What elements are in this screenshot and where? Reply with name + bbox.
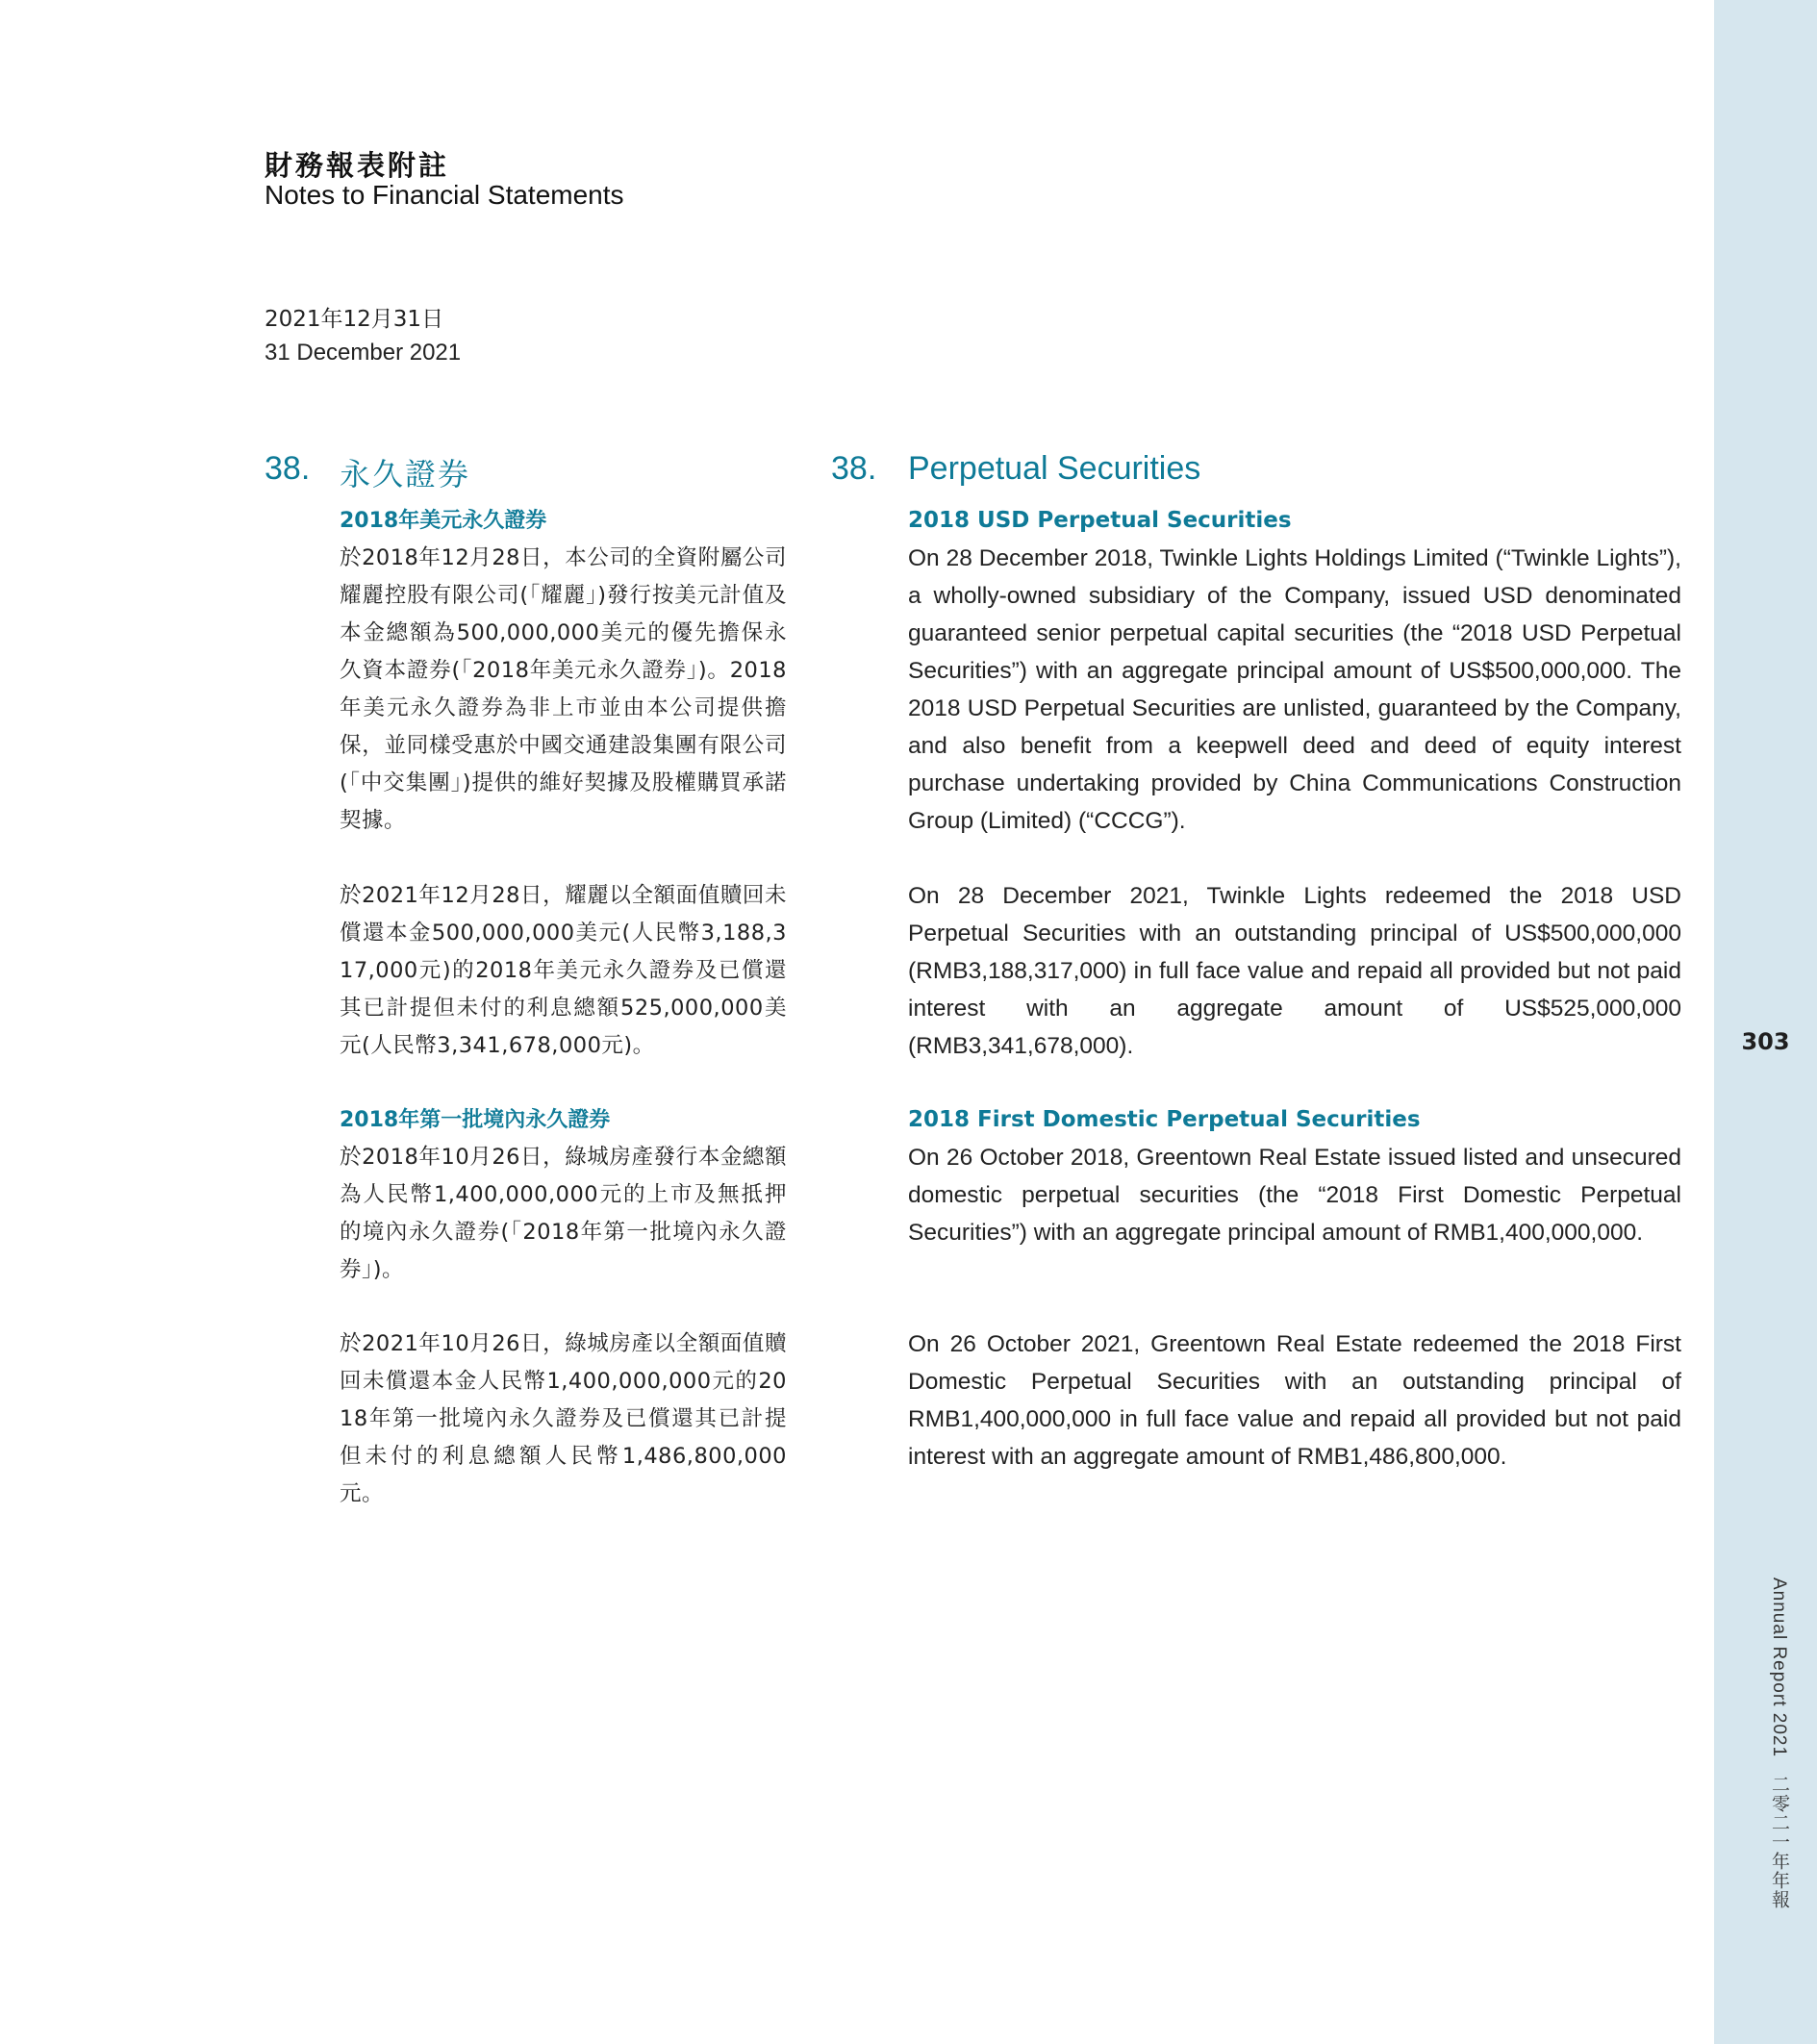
- zh-paragraph-usd-redeem: 於2021年12月28日，耀麗以全額面值贖回未償還本金500,000,000美元(人民幣3,188,317,000元)的2018年美元永久證券及已償還其已計提但未付的利息總額525,000,000美元(人民幣3,341,678,000元)。: [340, 883, 787, 1058]
- date-en: 31 December 2021: [265, 340, 462, 366]
- report-label-zh: 二零二一年年報: [1769, 1775, 1789, 1910]
- en-paragraph-domestic-redeem: On 26 October 2021, Greentown Real Estate redeemed the 2018 First Domestic Perpetual Securities with an outstanding principal of RMB1,400,000,000 in full face value and repaid all provided but not paid interest with an aggregate amount of RMB1,486,800,000.: [908, 1331, 1681, 1470]
- en-subheading-usd: 2018 USD Perpetual Securities: [908, 508, 1292, 533]
- zh-block-1: [340, 502, 787, 840]
- zh-block-2: [340, 877, 787, 1065]
- en-block-3: [908, 1101, 1681, 1251]
- en-block-2: [908, 877, 1681, 1065]
- date-zh: 2021年12月31日: [265, 307, 444, 332]
- section-number-en: 38.: [831, 450, 877, 487]
- section-title-zh: 永久證券: [340, 456, 471, 492]
- zh-subheading-usd: 2018年美元永久證券: [340, 509, 547, 533]
- en-paragraph-domestic-issue: On 26 October 2018, Greentown Real Estate issued listed and unsecured domestic perpetual securities (the “2018 First Domestic Perpetual Securities”) with an aggregate principal amount of RMB1,400,000,000.: [908, 1145, 1681, 1246]
- zh-paragraph-usd-issue: 於2018年12月28日，本公司的全資附屬公司耀麗控股有限公司(「耀麗」)發行按美元計值及本金總額為500,000,000美元的優先擔保永久資本證券(「2018年美元永久證券」)。2018年美元永久證券為非上市並由本公司提供擔保，並同樣受惠於中國交通建設集團有限公司(「中交集團」)提供的維好契據及股權購買承諾契據。: [340, 545, 787, 833]
- zh-block-3: [340, 1101, 787, 1289]
- section-number-zh: 38.: [265, 450, 311, 487]
- page-number: 303: [1741, 1028, 1790, 1055]
- report-label-en: Annual Report 2021: [1769, 1577, 1789, 1758]
- en-block-1: [908, 502, 1681, 840]
- zh-block-4: [340, 1325, 787, 1513]
- en-paragraph-usd-issue: On 28 December 2018, Twinkle Lights Holdings Limited (“Twinkle Lights”), a wholly-owned subsidiary of the Company, issued USD denominated guaranteed senior perpetual capital securities (the “2018 USD Perpetual Securities”) with an aggregate principal amount of US$500,000,000. The 2018 USD Perpetual Securities are unlisted, guaranteed by the Company, and also benefit from a keepwell deed and deed of equity interest purchase undertaking provided by China Communications Construction Group (Limited) (“CCCG”).: [908, 545, 1681, 834]
- en-subheading-domestic: 2018 First Domestic Perpetual Securities: [908, 1107, 1421, 1132]
- en-block-4: [908, 1325, 1681, 1476]
- report-label: [1766, 1577, 1792, 1909]
- page-title-zh: 財務報表附註: [265, 149, 450, 182]
- section-title-en: Perpetual Securities: [908, 450, 1201, 487]
- zh-paragraph-domestic-redeem: 於2021年10月26日，綠城房產以全額面值贖回未償還本金人民幣1,400,000,000元的2018年第一批境內永久證券及已償還其已計提但未付的利息總額人民幣1,486,800,000元。: [340, 1331, 787, 1506]
- zh-subheading-domestic: 2018年第一批境內永久證券: [340, 1108, 611, 1132]
- en-paragraph-usd-redeem: On 28 December 2021, Twinkle Lights redeemed the 2018 USD Perpetual Securities with an outstanding principal of US$500,000,000 (RMB3,188,317,000) in full face value and repaid all provided but not paid interest with an aggregate amount of US$525,000,000 (RMB3,341,678,000).: [908, 883, 1681, 1059]
- page-title-en: Notes to Financial Statements: [265, 180, 624, 210]
- zh-paragraph-domestic-issue: 於2018年10月26日，綠城房產發行本金總額為人民幣1,400,000,000元的上市及無抵押的境內永久證券(「2018年第一批境內永久證券」)。: [340, 1145, 787, 1282]
